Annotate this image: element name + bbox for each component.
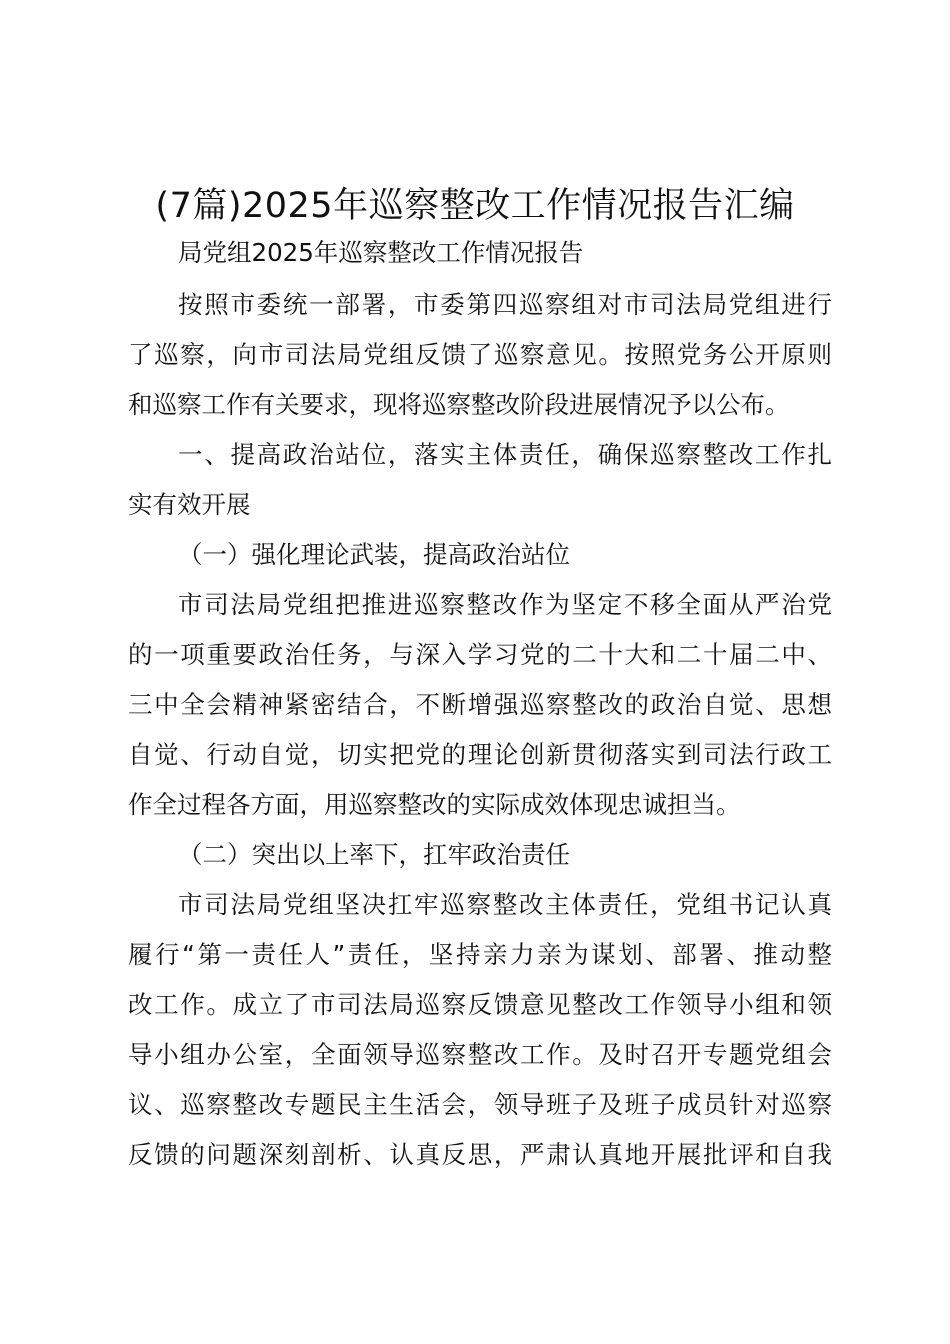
document-subtitle: 局党组2025年巡察整改工作情况报告 [178, 238, 584, 267]
subsection-heading: （二）突出以上率下，扛牢政治责任 [178, 840, 570, 869]
document-title: (7篇)2025年巡察整改工作情况报告汇编 [155, 186, 795, 226]
paragraph-line: 反馈的问题深刻剖析、认真反思，严肃认真地开展批评和自我 [128, 1140, 832, 1169]
paragraph-line: 的一项重要政治任务，与深入学习党的二十大和二十届二中、 [128, 640, 832, 669]
paragraph-line: 了巡察，向市司法局党组反馈了巡察意见。按照党务公开原则 [128, 340, 832, 369]
paragraph-line: 市司法局党组坚决扛牢巡察整改主体责任，党组书记认真 [178, 890, 832, 919]
paragraph-line: 改工作。成立了市司法局巡察反馈意见整改工作领导小组和领 [128, 990, 832, 1019]
paragraph-line: 和巡察工作有关要求，现将巡察整改阶段进展情况予以公布。 [128, 390, 790, 419]
subsection-heading: （一）强化理论武装，提高政治站位 [178, 540, 570, 569]
paragraph-line: 自觉、行动自觉，切实把党的理论创新贯彻落实到司法行政工 [128, 740, 832, 769]
paragraph-line: 履行“第一责任人”责任，坚持亲力亲为谋划、部署、推动整 [128, 940, 832, 969]
paragraph-line: 导小组办公室，全面领导巡察整改工作。及时召开专题党组会 [128, 1040, 832, 1069]
paragraph-line: 议、巡察整改专题民主生活会，领导班子及班子成员针对巡察 [128, 1090, 832, 1119]
paragraph-line: 作全过程各方面，用巡察整改的实际成效体现忠诚担当。 [128, 790, 741, 819]
section-heading: 一、提高政治站位，落实主体责任，确保巡察整改工作扎 [178, 440, 832, 469]
paragraph-line: 按照市委统一部署，市委第四巡察组对市司法局党组进行 [178, 290, 832, 319]
paragraph-line: 三中全会精神紧密结合，不断增强巡察整改的政治自觉、思想 [128, 690, 832, 719]
paragraph-line: 市司法局党组把推进巡察整改作为坚定不移全面从严治党 [178, 590, 832, 619]
section-heading: 实有效开展 [128, 490, 251, 519]
